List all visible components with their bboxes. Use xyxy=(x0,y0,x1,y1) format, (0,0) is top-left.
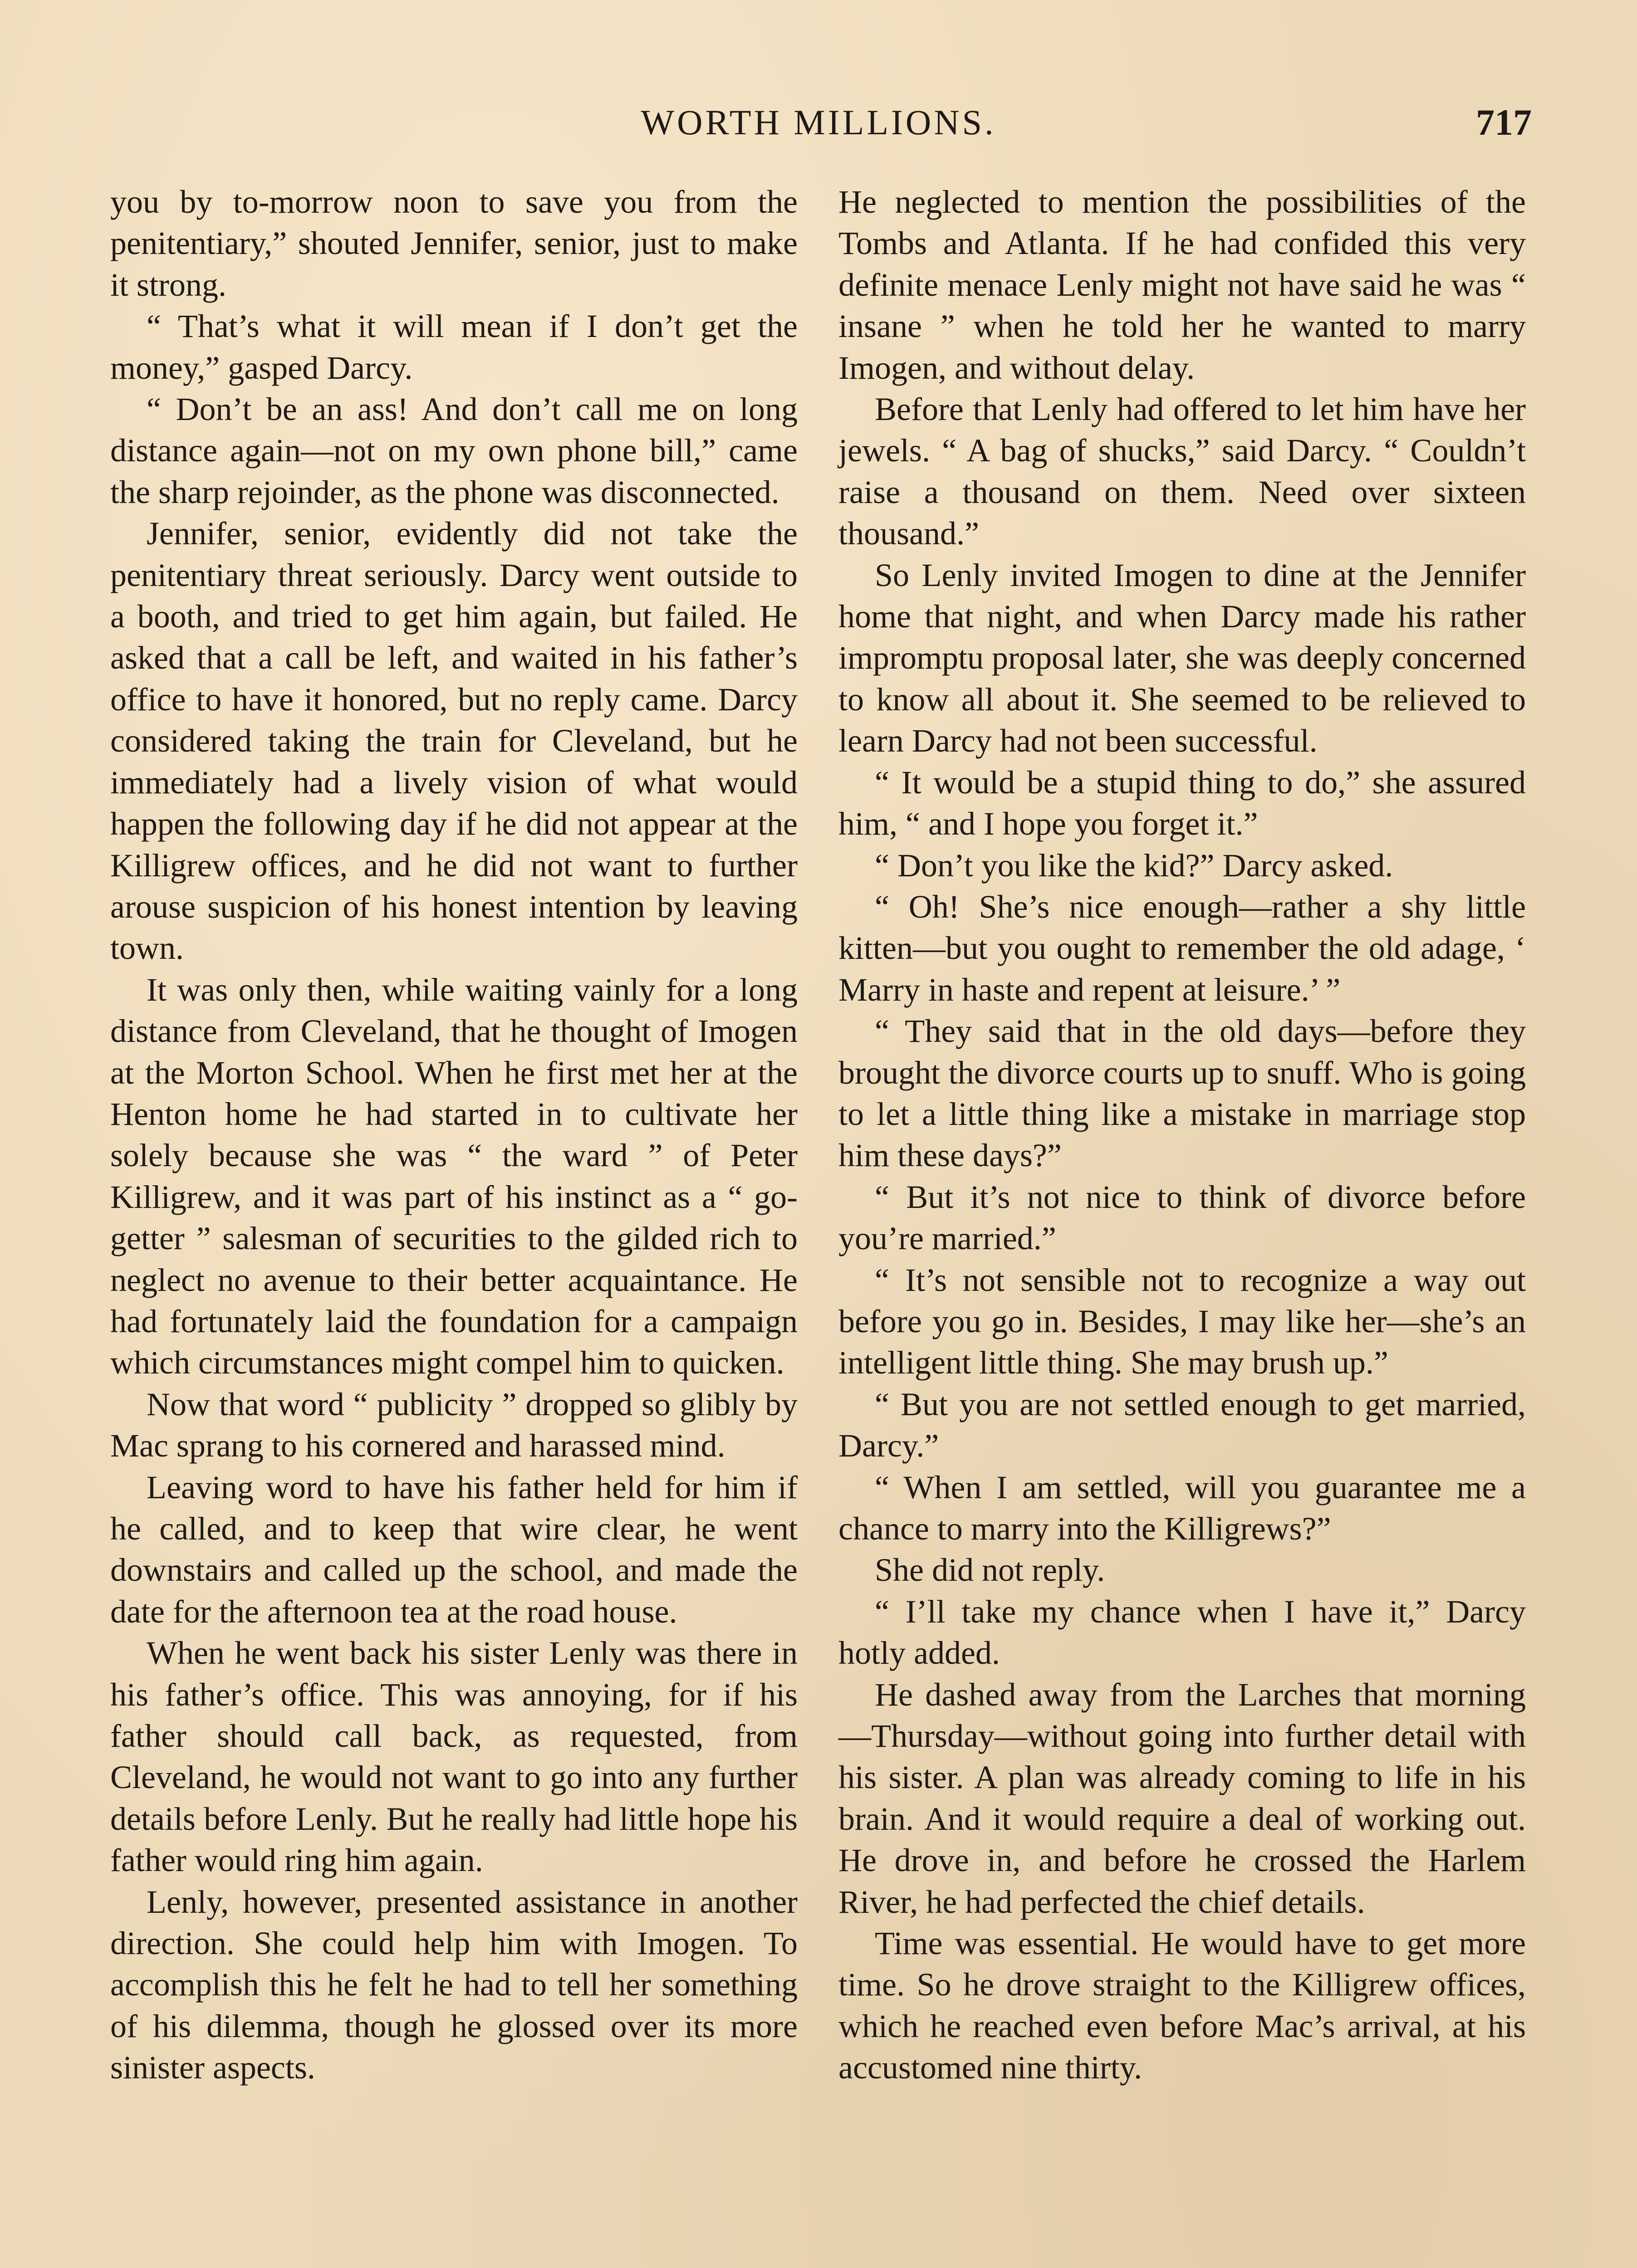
paragraph: It was only then, while waiting vainly for a long distance from Cleveland, that he thought of Imogen at the Morton School. When he first met her at the Henton home he had started in to cultivate her solely because she was “ the ward ” of Peter Killigrew, and it was part of his instinct as a “ go-getter ” salesman of securities to the gilded rich to neglect no avenue to their better acquaintance. He had fortunately laid the foundation for a campaign which circumstances might compel him to quicken. xyxy=(110,971,798,1381)
paragraph: When he went back his sister Lenly was there in his father’s office. This was annoying, for if his father should call back, as requested, from Cleveland, he would not want to go into any further details before Lenly. But he really had little hope his father would ring him again. xyxy=(110,1635,798,1879)
paragraph: “ That’s what it will mean if I don’t get the money,” gasped Darcy. xyxy=(110,308,798,386)
paragraph: So Lenly invited Imogen to dine at the Jennifer home that night, and when Darcy made his rather impromptu proposal later, she was deeply concerned to know all about it. She seemed to be relieved to learn Darcy had not been successful. xyxy=(838,557,1526,759)
paragraph: “ Don’t be an ass! And don’t call me on long distance again—not on my own phone bill,” came the sharp rejoinder, as the phone was disconnected. xyxy=(110,391,798,510)
paragraph: Time was essential. He would have to get more time. So he drove straight to the Killigrew offices, which he reached even before Mac’s arrival, at his accustomed nine thirty. xyxy=(838,1925,1526,2086)
paragraph: “ It’s not sensible not to recognize a way out before you go in. Besides, I may like her—she’s an intelligent little thing. She may brush up.” xyxy=(838,1261,1526,1381)
paragraph: “ But it’s not nice to think of divorce before you’re married.” xyxy=(838,1178,1526,1257)
paragraph: Now that word “ publicity ” dropped so glibly by Mac sprang to his cornered and harassed mind. xyxy=(110,1386,798,1464)
left-column xyxy=(110,181,798,2089)
paragraph: He dashed away from the Larches that morning—Thursday—without going into further detail with his sister. A plan was already coming to life in his brain. And it would require a deal of working out. He drove in, and before he crossed the Harlem River, he had perfected the chief details. xyxy=(838,1676,1526,1920)
paragraph: Leaving word to have his father held for him if he called, and to keep that wire clear, he went downstairs and called up the school, and made the date for the afternoon tea at the road house. xyxy=(110,1469,798,1630)
paragraph: “ It would be a stupid thing to do,” she assured him, “ and I hope you forget it.” xyxy=(838,764,1526,842)
running-title: WORTH MILLIONS. xyxy=(641,103,996,142)
paragraph: “ But you are not settled enough to get married, Darcy.” xyxy=(838,1386,1526,1464)
paragraph: Before that Lenly had offered to let him have her jewels. “ A bag of shucks,” said Darcy. “ Couldn’t raise a thousand on them. Need over sixteen thousand.” xyxy=(838,391,1526,552)
right-column xyxy=(838,181,1526,2089)
paragraph: “ When I am settled, will you guarantee me a chance to marry into the Killigrews?” xyxy=(838,1469,1526,1547)
paragraph: you by to-morrow noon to save you from the penitentiary,” shouted Jennifer, senior, just to make it strong. xyxy=(110,184,798,303)
page-number: 717 xyxy=(1476,102,1532,143)
paragraph: “ They said that in the old days—before they brought the divorce courts up to snuff. Who is going to let a little thing like a mistake in marriage stop him these days?” xyxy=(838,1013,1526,1174)
paragraph: “ Oh! She’s nice enough—rather a shy little kitten—but you ought to remember the old adage, ‘ Marry in haste and repent at leisure.’ ” xyxy=(838,888,1526,1008)
paragraph: Lenly, however, presented assistance in another direction. She could help him with Imogen. To accomplish this he felt he had to tell her something of his dilemma, though he glossed over its more sinister aspects. xyxy=(110,1883,798,2086)
paragraph: “ I’ll take my chance when I have it,” Darcy hotly added. xyxy=(838,1593,1526,1672)
paragraph: He neglected to mention the possibilities of the Tombs and Atlanta. If he had confided this very definite menace Lenly might not have said he was “ insane ” when he told her he wanted to marry Imogen, and without delay. xyxy=(838,184,1526,386)
running-head xyxy=(0,98,1637,147)
paragraph: “ Don’t you like the kid?” Darcy asked. xyxy=(875,847,1393,884)
paragraph: Jennifer, senior, evidently did not take the penitentiary threat seriously. Darcy went outside to a booth, and tried to get him again, but failed. He asked that a call be left, and waited in his father’s office to have it honored, but no reply came. Darcy considered taking the train for Cleveland, but he immediately had a lively vision of what would happen the following day if he did not appear at the Killigrew offices, and he did not want to further arouse suspicion of his honest intention by leaving town. xyxy=(110,515,798,967)
paragraph: She did not reply. xyxy=(875,1552,1105,1589)
